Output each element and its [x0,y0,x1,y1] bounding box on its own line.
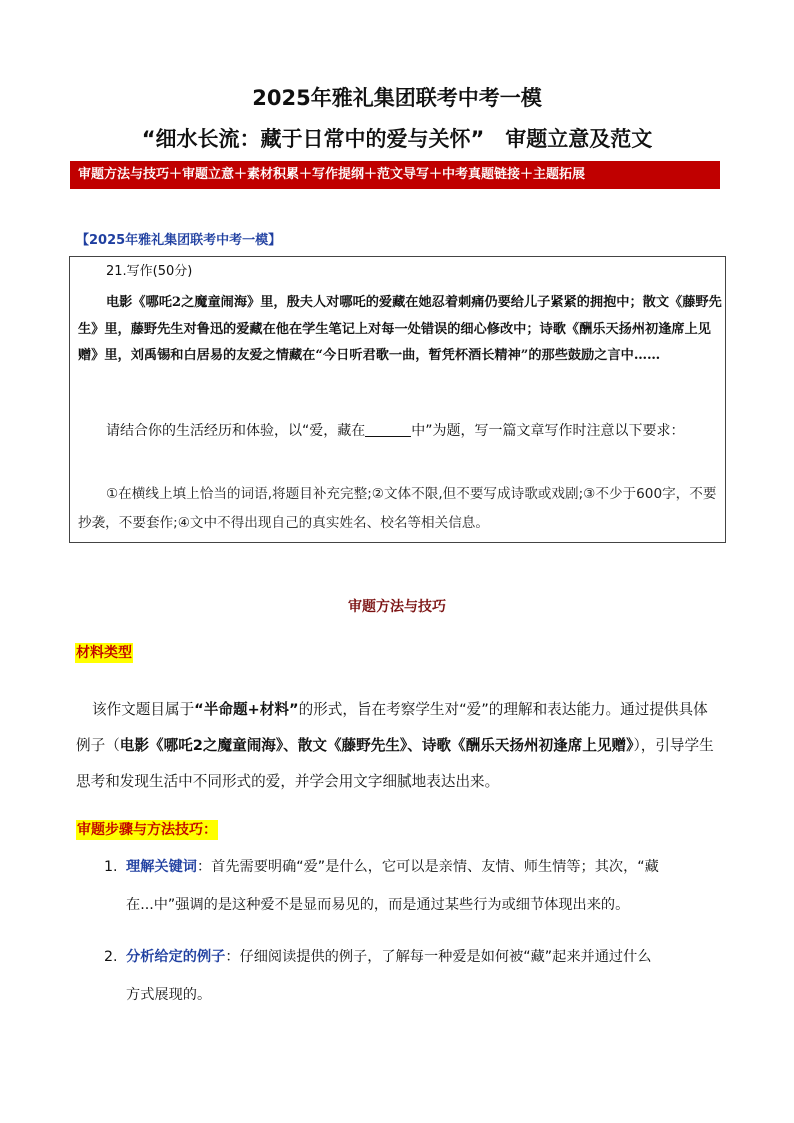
question-requirements: ①在横线上填上恰当的词语,将题目补充完整;②文体不限,但不要写成诗歌或戏剧;③不少于600字，不要抄袭，不要套作;④文中不得出现自己的真实姓名、校名等相关信息。 [78,486,717,531]
step-keyword: 理解关键词 [126,859,197,875]
list-item: 1. 理解关键词：首先需要明确“爱”是什么，它可以是亲情、友情、师生情等；其次，“藏 在...中”强调的是这种爱不是显而易见的，而是通过某些行为或细节体现出来的。 [104,859,659,913]
question-title: 21.写作(50分) [106,264,193,279]
steps-label: 审题步骤与方法技巧： [77,822,217,838]
title-blank [365,422,411,437]
material-paragraph: 该作文题目属于“半命题+材料”的形式，旨在考察学生对“爱”的理解和表达能力。通过提供具体例子（电影《哪吒2之魔童闹海》、散文《藤野先生》、诗歌《酬乐天扬州初逢席上见赠》），引导学生思考和发现生活中不同形式的爱，并学会用文字细腻地表达出来。 [76,701,714,790]
step-keyword: 分析给定的例子 [126,949,226,965]
question-instruction: 请结合你的生活经历和体验，以“爱，藏在 中”为题，写一篇文章写作时注意以下要求： [106,423,685,439]
topic-banner: 审题方法与技巧＋审题立意＋素材积累＋写作提纲＋范文导写＋中考真题链接＋主题拓展 [70,161,720,189]
exam-source-tag: 【2025年雅礼集团联考中考一模】 [76,233,282,248]
list-item: 2. 分析给定的例子：仔细阅读提供的例子，了解每一种爱是如何被“藏”起来并通过什么 方式展现的。 [104,949,652,1003]
document-subtitle: “细水长流：藏于日常中的爱与关怀” 审题立意及范文 [141,127,653,151]
material-type-label: 材料类型 [76,645,132,661]
document-title: 2025年雅礼集团联考中考一模 [252,86,542,110]
section-heading: 审题方法与技巧 [348,599,446,615]
question-prompt [78,290,722,370]
prompt-text: 电影《哪吒2之魔童闹海》里，殷夫人对哪吒的爱藏在她忍着刺痛仍要给儿子紧紧的拥抱中；散文《藤野先生》里，藤野先生对鲁迅的爱藏在他在学生笔记上对每一处错误的细心修改中；诗歌《酬乐天扬州初逢席上见赠》里，刘禹锡和白居易的友爱之情藏在“今日听君歌一曲，暂凭杯酒长精神”的那些鼓励之言中…… [78,295,722,364]
